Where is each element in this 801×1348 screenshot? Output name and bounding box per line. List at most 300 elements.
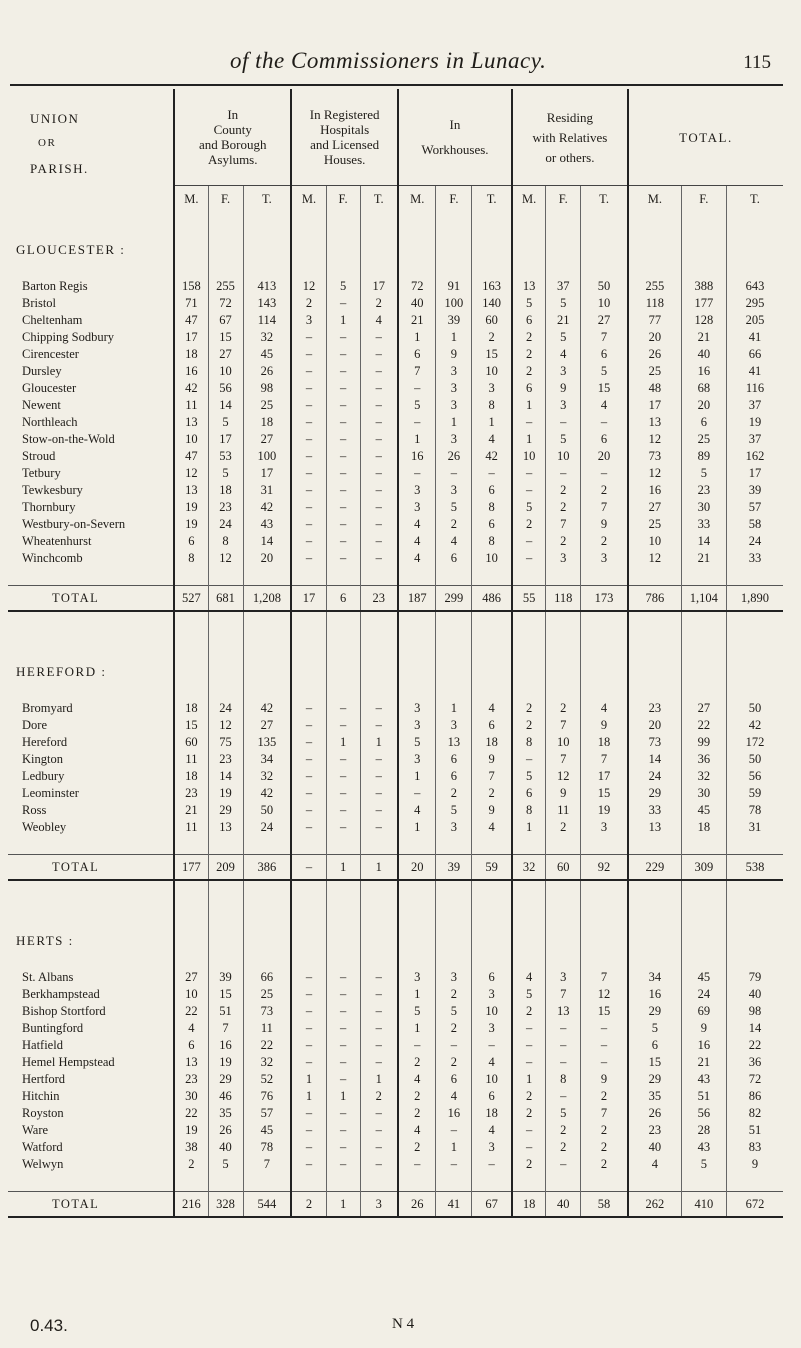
value-cell: – [291,499,326,516]
value-cell: 2 [436,1054,472,1071]
value-cell: 8 [174,550,208,567]
value-cell: 15 [628,1054,681,1071]
union-name: Bromyard [22,701,73,715]
value-cell: 1 [398,986,436,1003]
union-name: Thornbury [22,500,76,514]
value-cell: 66 [726,346,783,363]
value-cell: 2 [546,1139,581,1156]
value-cell: 15 [174,717,208,734]
blank-cell [360,1173,398,1192]
value-cell: 1 [291,1088,326,1105]
value-cell: 20 [628,329,681,346]
value-cell: – [326,1020,360,1037]
blank-cell [208,230,243,260]
value-cell: 255 [628,278,681,295]
value-cell: 27 [243,431,291,448]
value-cell: – [512,1054,546,1071]
value-cell: 58 [726,516,783,533]
union-row [8,1139,783,1156]
blank-cell [291,880,326,921]
blank-cell [681,611,726,652]
value-cell: 10 [208,363,243,380]
value-cell: 1 [436,329,472,346]
blank-cell [208,836,243,855]
total-value-cell: 328 [208,1192,243,1218]
value-cell: 48 [628,380,681,397]
blank-cell [512,260,546,278]
blank-cell [581,1173,628,1192]
union-name: Stow-on-the-Wold [22,432,115,446]
blank-cell [360,836,398,855]
value-cell: – [398,380,436,397]
value-cell: 15 [581,1003,628,1020]
total-row [8,1192,783,1218]
blank-cell [8,951,174,969]
union-row [8,785,783,802]
value-cell: 51 [681,1088,726,1105]
blank-cell [360,921,398,951]
value-cell: 1 [398,819,436,836]
value-cell: 12 [628,431,681,448]
union-name: Wheatenhurst [22,534,92,548]
blank-cell [243,230,291,260]
value-cell: 2 [581,1156,628,1173]
blank-cell [472,682,512,700]
value-cell: 14 [208,768,243,785]
blank-cell [243,652,291,682]
blank-cell [681,212,726,230]
blank-cell [326,652,360,682]
total-value-cell: 55 [512,586,546,612]
value-cell: 9 [581,717,628,734]
value-cell: 5 [208,465,243,482]
sub-header-m: M. [291,186,326,213]
value-cell: – [326,346,360,363]
value-cell: – [360,380,398,397]
value-cell: 18 [208,482,243,499]
value-cell: 26 [208,1122,243,1139]
value-cell: – [326,1122,360,1139]
blank-cell [360,682,398,700]
value-cell: 2 [512,363,546,380]
union-name: Northleach [22,415,78,429]
blank-cell [174,1173,208,1192]
value-cell: 47 [174,312,208,329]
value-cell: 18 [174,768,208,785]
value-cell: – [360,751,398,768]
union-row [8,448,783,465]
value-cell: – [326,819,360,836]
value-cell: 6 [174,1037,208,1054]
blank-cell [360,611,398,652]
value-cell: 4 [436,1088,472,1105]
value-cell: 5 [628,1020,681,1037]
blank-cell [8,880,174,921]
union-name: Hitchin [22,1089,60,1103]
value-cell: 19 [208,1054,243,1071]
value-cell: 27 [628,499,681,516]
union-row [8,734,783,751]
value-cell: 27 [208,346,243,363]
value-cell: 57 [726,499,783,516]
value-cell: 43 [681,1071,726,1088]
value-cell: 128 [681,312,726,329]
union-name: Cheltenham [22,313,83,327]
blank-cell [398,652,436,682]
value-cell: 32 [681,768,726,785]
blank-cell [8,1173,174,1192]
blank-cell [726,921,783,951]
value-cell: 4 [472,1122,512,1139]
value-cell: – [326,397,360,414]
group-header-row [8,89,783,186]
blank-cell [360,212,398,230]
value-cell: 4 [398,1071,436,1088]
value-cell: – [326,969,360,986]
sub-header-m: M. [512,186,546,213]
value-cell: 16 [208,1037,243,1054]
value-cell: – [326,986,360,1003]
value-cell: 100 [436,295,472,312]
value-cell: – [291,550,326,567]
value-cell: 30 [681,785,726,802]
total-header [628,89,783,186]
value-cell: 16 [398,448,436,465]
value-cell: 73 [628,734,681,751]
value-cell: 20 [581,448,628,465]
value-cell: 3 [436,363,472,380]
blank-cell [174,880,208,921]
value-cell: 33 [681,516,726,533]
blank-cell [546,230,581,260]
value-cell: 53 [208,448,243,465]
value-cell: 75 [208,734,243,751]
value-cell: 60 [472,312,512,329]
union-row [8,533,783,550]
value-cell: 5 [581,363,628,380]
value-cell: 71 [174,295,208,312]
value-cell: 3 [472,1139,512,1156]
blank-cell [208,951,243,969]
footer [0,1316,801,1340]
value-cell: 388 [681,278,726,295]
union-row [8,986,783,1003]
group-line: Asylums. [208,152,258,167]
value-cell: 13 [174,1054,208,1071]
value-cell: – [326,550,360,567]
value-cell: – [326,1071,360,1088]
value-cell: 10 [628,533,681,550]
value-cell: 22 [243,1037,291,1054]
value-cell: 6 [436,768,472,785]
union-row [8,363,783,380]
group-line: Workhouses. [421,142,489,157]
value-cell: 12 [174,465,208,482]
value-cell: 27 [581,312,628,329]
union-row [8,768,783,785]
blank-cell [726,567,783,586]
value-cell: 16 [628,482,681,499]
value-cell: 2 [581,533,628,550]
blank-cell [436,682,472,700]
union-row [8,1071,783,1088]
total-value-cell: 262 [628,1192,681,1218]
value-cell: 7 [581,1105,628,1122]
total-value-cell: 39 [436,855,472,881]
value-cell: 22 [174,1105,208,1122]
blank-cell [436,260,472,278]
total-value-cell: 486 [472,586,512,612]
value-cell: 21 [681,329,726,346]
value-cell: 2 [512,329,546,346]
value-cell: 51 [208,1003,243,1020]
blank-cell [208,682,243,700]
value-cell: 50 [243,802,291,819]
value-cell: – [291,482,326,499]
value-cell: 255 [208,278,243,295]
value-cell: 15 [208,329,243,346]
blank-cell [581,611,628,652]
value-cell: 1 [398,431,436,448]
value-cell: 32 [243,329,291,346]
total-value-cell: 118 [546,586,581,612]
value-cell: – [360,499,398,516]
value-cell: 13 [174,482,208,499]
value-cell: 1 [512,819,546,836]
value-cell: 37 [726,397,783,414]
value-cell: 76 [243,1088,291,1105]
value-cell: 36 [681,751,726,768]
value-cell: 205 [726,312,783,329]
value-cell: 29 [208,1071,243,1088]
value-cell: 2 [581,1139,628,1156]
blank-cell [243,836,291,855]
county-asylums-header [174,89,291,186]
total-row [8,855,783,881]
value-cell: 143 [243,295,291,312]
page-number: 115 [743,52,771,73]
blank-cell [681,921,726,951]
value-cell: – [291,1037,326,1054]
value-cell: 11 [546,802,581,819]
union-name: Ware [22,1123,49,1137]
value-cell: 1 [360,734,398,751]
value-cell: 10 [174,431,208,448]
value-cell: 140 [472,295,512,312]
value-cell: 4 [174,1020,208,1037]
value-cell: 5 [546,295,581,312]
blank-cell [208,260,243,278]
union-row [8,700,783,717]
blank-cell [628,836,681,855]
value-cell: 116 [726,380,783,397]
blank-cell [398,212,436,230]
county-heading-row [8,652,783,682]
value-cell: – [512,414,546,431]
blank-cell [581,230,628,260]
value-cell: – [472,1156,512,1173]
value-cell: 17 [360,278,398,295]
union-name: Westbury-on-Severn [22,517,126,531]
value-cell: – [291,1139,326,1156]
blank-cell [472,212,512,230]
value-cell: – [360,1037,398,1054]
total-value-cell: 1,890 [726,586,783,612]
value-cell: 21 [174,802,208,819]
value-cell: – [512,550,546,567]
value-cell: 135 [243,734,291,751]
blank-cell [398,1173,436,1192]
value-cell: 39 [726,482,783,499]
value-cell: 14 [208,397,243,414]
blank-cell [326,212,360,230]
union-row [8,397,783,414]
sub-header-t: T. [360,186,398,213]
value-cell: 2 [360,1088,398,1105]
total-value-cell: 527 [174,586,208,612]
union-name: Weobley [22,820,67,834]
value-cell: 4 [436,533,472,550]
total-value-cell: 216 [174,1192,208,1218]
value-cell: 19 [581,802,628,819]
total-value-cell: 32 [512,855,546,881]
value-cell: – [360,1003,398,1020]
value-cell: 7 [546,516,581,533]
union-row [8,969,783,986]
blank-cell [628,611,681,652]
value-cell: 41 [726,363,783,380]
value-cell: – [291,431,326,448]
value-cell: – [546,1037,581,1054]
value-cell: 3 [546,363,581,380]
value-cell: 42 [726,717,783,734]
blank-cell [472,1173,512,1192]
value-cell: 295 [726,295,783,312]
value-cell: 18 [243,414,291,431]
group-line: Hospitals [320,122,370,137]
value-cell: 45 [243,346,291,363]
value-cell: 13 [436,734,472,751]
value-cell: – [360,1105,398,1122]
value-cell: 40 [398,295,436,312]
value-cell: 16 [681,363,726,380]
total-value-cell: 1,104 [681,586,726,612]
blank-cell [546,652,581,682]
value-cell: 2 [436,1020,472,1037]
value-cell: 2 [512,717,546,734]
value-cell: 8 [546,1071,581,1088]
value-cell: 4 [628,1156,681,1173]
blank-cell [681,682,726,700]
value-cell: 11 [174,751,208,768]
value-cell: 25 [628,363,681,380]
running-head [0,48,801,78]
blank-cell [208,567,243,586]
value-cell: 1 [398,329,436,346]
value-cell: 118 [628,295,681,312]
value-cell: 2 [546,499,581,516]
value-cell: 2 [512,1156,546,1173]
blank-cell [243,921,291,951]
blank-cell [208,880,243,921]
blank-cell [581,212,628,230]
value-cell: 35 [628,1088,681,1105]
total-value-cell: 299 [436,586,472,612]
value-cell: – [398,785,436,802]
blank-cell [326,611,360,652]
value-cell: 18 [174,346,208,363]
value-cell: 86 [726,1088,783,1105]
value-cell: 20 [628,717,681,734]
value-cell: – [326,1105,360,1122]
blank-cell [174,951,208,969]
union-row [8,1054,783,1071]
value-cell: 17 [628,397,681,414]
value-cell: – [512,1139,546,1156]
value-cell: 23 [628,1122,681,1139]
value-cell: 50 [726,700,783,717]
value-cell: 9 [546,785,581,802]
blank-cell [291,951,326,969]
value-cell: 18 [581,734,628,751]
group-line: and Licensed [310,137,380,152]
union-name: Kington [22,752,63,766]
union-row [8,1122,783,1139]
value-cell: 42 [174,380,208,397]
blank-cell [398,921,436,951]
value-cell: 1 [291,1071,326,1088]
value-cell: 41 [726,329,783,346]
blank-cell [628,652,681,682]
blank-cell [326,1173,360,1192]
union-name: Cirencester [22,347,79,361]
value-cell: – [291,700,326,717]
spacer-row [8,951,783,969]
county-heading: GLOUCESTER : [16,242,126,257]
union-name: Winchcomb [22,551,83,565]
blank-cell [174,836,208,855]
value-cell: 79 [726,969,783,986]
value-cell: 21 [681,1054,726,1071]
union-parish-header [8,89,174,212]
value-cell: 2 [546,819,581,836]
value-cell: 10 [512,448,546,465]
value-cell: – [291,734,326,751]
blank-cell [174,921,208,951]
value-cell: 34 [628,969,681,986]
blank-cell [681,260,726,278]
value-cell: – [472,465,512,482]
union-name: Leominster [22,786,79,800]
blank-cell [512,652,546,682]
value-cell: 46 [208,1088,243,1105]
blank-cell [398,836,436,855]
value-cell: – [360,785,398,802]
value-cell: 11 [243,1020,291,1037]
value-cell: 4 [472,700,512,717]
value-cell: 2 [581,1122,628,1139]
parish-label: PARISH. [30,161,89,176]
blank-cell [243,567,291,586]
running-title: of the Commissioners in Lunacy. [230,48,547,73]
value-cell: 4 [546,346,581,363]
group-line: or others. [545,149,595,165]
value-cell: 643 [726,278,783,295]
value-cell: 5 [512,295,546,312]
value-cell: 5 [436,1003,472,1020]
value-cell: – [581,1054,628,1071]
value-cell: 3 [436,819,472,836]
